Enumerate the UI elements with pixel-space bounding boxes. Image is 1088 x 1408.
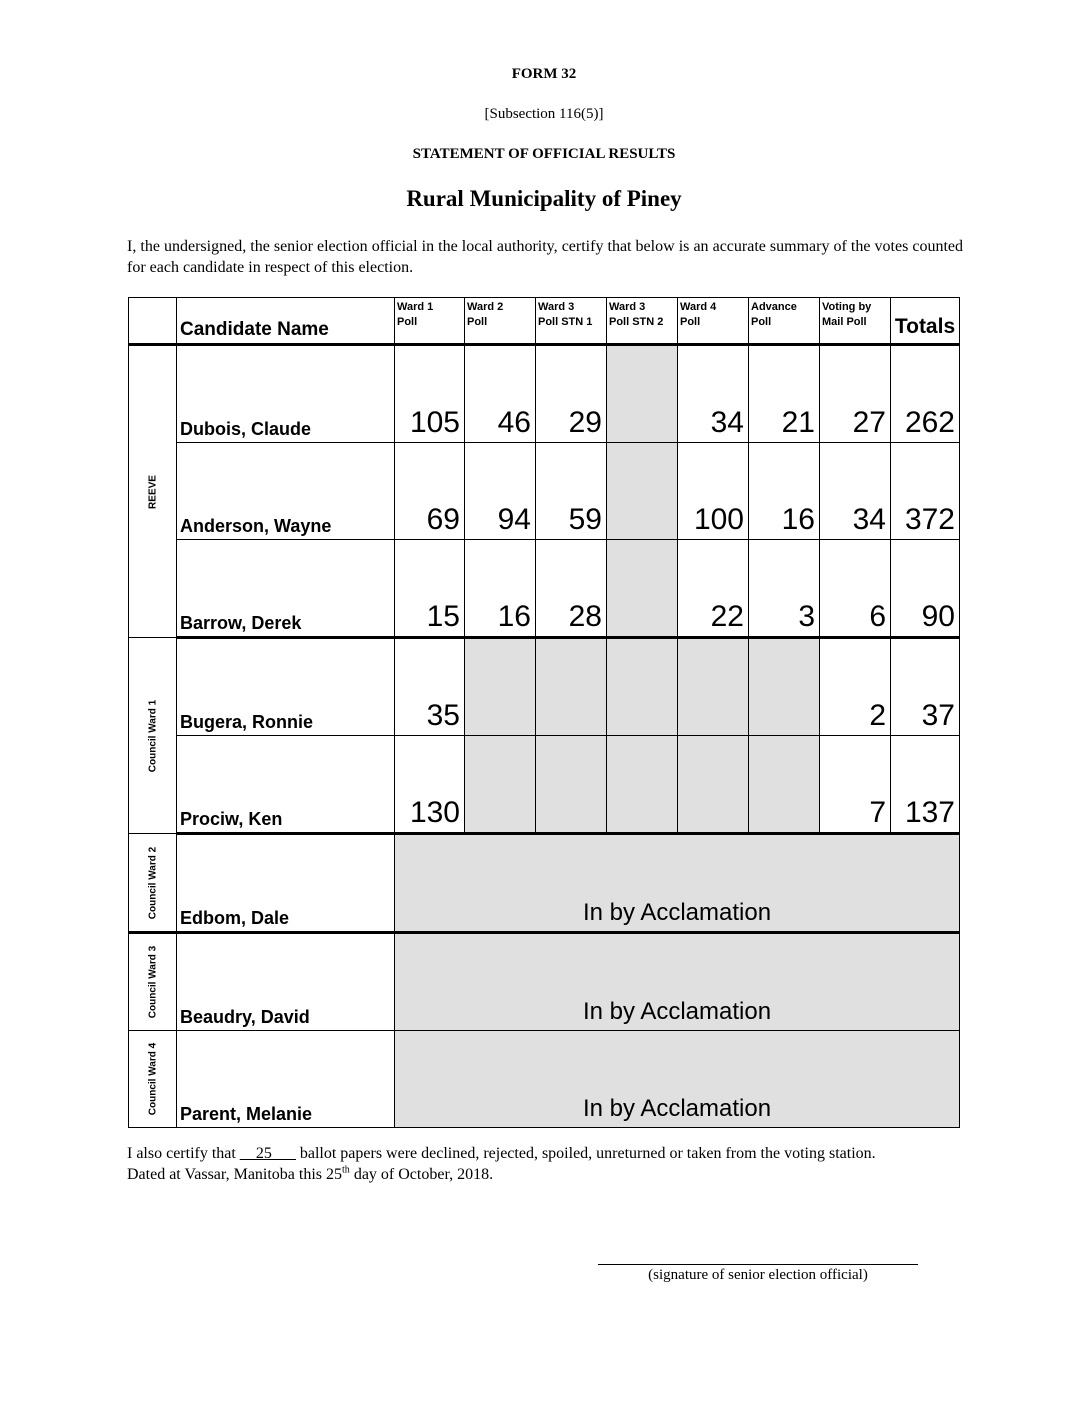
certify-text: I also certify that <box>127 1145 240 1162</box>
totals-header: Totals <box>891 298 960 345</box>
group-label-council-ward-4: Council Ward 4 <box>129 1031 177 1128</box>
column-header-mail: Voting by Mail Poll <box>820 298 891 345</box>
group-label-reeve: REEVE <box>129 345 177 638</box>
vote-cell: 21 <box>749 345 820 443</box>
total-cell: 372 <box>891 443 960 540</box>
vote-cell: 16 <box>465 540 536 638</box>
acclamation-cell: In by Acclamation <box>395 834 960 933</box>
vote-cell: 27 <box>820 345 891 443</box>
vote-cell: 46 <box>465 345 536 443</box>
certification-statement <box>127 1143 967 1185</box>
column-header-ward3-stn2: Ward 3 Poll STN 2 <box>607 298 678 345</box>
vote-cell: 3 <box>749 540 820 638</box>
candidate-name: Anderson, Wayne <box>177 443 395 540</box>
group-label-council-ward-1: Council Ward 1 <box>129 638 177 834</box>
column-header-ward1: Ward 1 Poll <box>395 298 465 345</box>
form-number: FORM 32 <box>511 66 577 82</box>
vote-cell: 69 <box>395 443 465 540</box>
vote-cell: 15 <box>395 540 465 638</box>
candidate-name: Prociw, Ken <box>177 736 395 834</box>
statement-title: STATEMENT OF OFFICIAL RESULTS <box>412 146 676 162</box>
group-header-cell <box>129 298 177 345</box>
group-label-council-ward-3: Council Ward 3 <box>129 933 177 1031</box>
vote-cell <box>465 638 536 736</box>
table-row <box>129 443 960 540</box>
vote-cell <box>536 638 607 736</box>
vote-cell: 34 <box>678 345 749 443</box>
vote-cell <box>607 443 678 540</box>
table-row <box>129 834 960 933</box>
candidate-name: Beaudry, David <box>177 933 395 1031</box>
total-cell: 37 <box>891 638 960 736</box>
ordinal-suffix: th <box>342 1164 350 1176</box>
vote-cell <box>749 638 820 736</box>
vote-cell <box>465 736 536 834</box>
vote-cell <box>678 736 749 834</box>
vote-cell: 59 <box>536 443 607 540</box>
vote-cell: 22 <box>678 540 749 638</box>
header-row <box>129 298 960 345</box>
vote-cell: 130 <box>395 736 465 834</box>
table-row <box>129 638 960 736</box>
vote-cell: 34 <box>820 443 891 540</box>
certify-text: ballot papers were declined, rejected, spoiled, unreturned or taken from the voting station. <box>295 1145 876 1162</box>
vote-cell: 94 <box>465 443 536 540</box>
vote-cell: 2 <box>820 638 891 736</box>
column-header-ward4: Ward 4 Poll <box>678 298 749 345</box>
dated-text: day of October, 2018. <box>349 1166 494 1183</box>
vote-cell <box>678 638 749 736</box>
vote-cell <box>536 736 607 834</box>
acclamation-cell: In by Acclamation <box>395 1031 960 1128</box>
vote-cell <box>607 638 678 736</box>
results-table <box>128 297 960 1128</box>
vote-cell: 105 <box>395 345 465 443</box>
table-row <box>129 345 960 443</box>
acclamation-cell: In by Acclamation <box>395 933 960 1031</box>
municipality-title: Rural Municipality of Piney <box>406 186 682 211</box>
signature-caption: (signature of senior election official) <box>648 1267 868 1283</box>
certification-intro: I, the undersigned, the senior election official in the local authority, certify that below is an accurate summary of the votes counted for each candidate in respect of this election. <box>127 238 963 276</box>
candidate-name: Barrow, Derek <box>177 540 395 638</box>
vote-cell <box>607 345 678 443</box>
table-row <box>129 540 960 638</box>
vote-cell: 29 <box>536 345 607 443</box>
candidate-name: Dubois, Claude <box>177 345 395 443</box>
column-header-ward3-stn1: Ward 3 Poll STN 1 <box>536 298 607 345</box>
vote-cell <box>749 736 820 834</box>
total-cell: 137 <box>891 736 960 834</box>
signature-line <box>598 1264 918 1265</box>
vote-cell: 100 <box>678 443 749 540</box>
vote-cell: 28 <box>536 540 607 638</box>
vote-cell <box>607 540 678 638</box>
table-row <box>129 736 960 834</box>
candidate-name: Parent, Melanie <box>177 1031 395 1128</box>
column-header-ward2: Ward 2 Poll <box>465 298 536 345</box>
table-row <box>129 933 960 1031</box>
dated-line <box>127 1164 967 1185</box>
column-header-advance: Advance Poll <box>749 298 820 345</box>
vote-cell <box>607 736 678 834</box>
declined-ballots-line <box>127 1143 967 1164</box>
group-label-council-ward-2: Council Ward 2 <box>129 834 177 933</box>
total-cell: 90 <box>891 540 960 638</box>
dated-text: Dated at Vassar, Manitoba this 25 <box>127 1166 343 1183</box>
vote-cell: 16 <box>749 443 820 540</box>
candidate-name-header: Candidate Name <box>177 298 395 345</box>
table-row <box>129 1031 960 1128</box>
vote-cell: 6 <box>820 540 891 638</box>
vote-cell: 35 <box>395 638 465 736</box>
total-cell: 262 <box>891 345 960 443</box>
candidate-name: Bugera, Ronnie <box>177 638 395 736</box>
vote-cell: 7 <box>820 736 891 834</box>
declined-ballot-count: __25___ <box>239 1145 296 1162</box>
subsection-reference: [Subsection 116(5)] <box>484 106 604 122</box>
candidate-name: Edbom, Dale <box>177 834 395 933</box>
